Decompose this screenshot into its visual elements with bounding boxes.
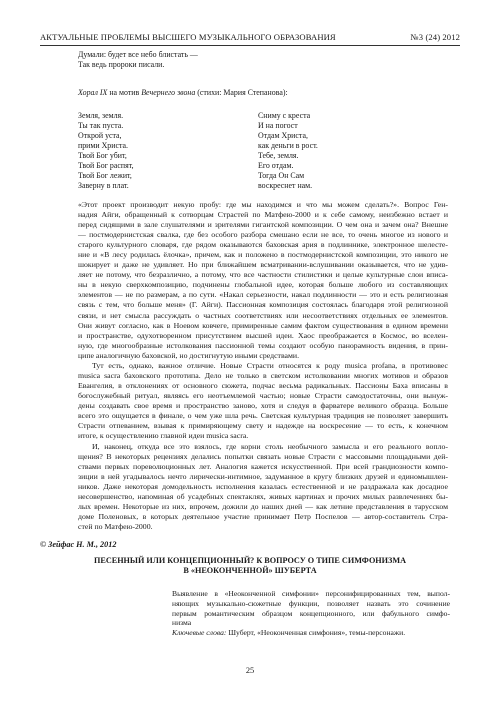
abstract-line: низма — [172, 618, 192, 628]
text-line: богослужебный ритуал, являясь его неотъемлемой частью; новые Страсти самодостаточны, они вынуж- — [78, 391, 448, 401]
text-line: ную, где многообразные истолкования пассионной темы создают особую панорамность видения, в прин- — [78, 340, 448, 350]
verse-line: Сниму с креста — [258, 111, 311, 120]
text-line: связи, и нет смысла рассуждать о частных соответствиях или несоответствиях отдельных ее элементов. — [78, 310, 448, 320]
verse-line: воскреснет нам. — [258, 181, 313, 190]
abstract-line: первым романтическим образцом концепционного, или фабульного симфо- — [172, 608, 450, 618]
verse-line: И на погост — [258, 121, 298, 130]
verse-line: Тебе, земля. — [258, 151, 299, 160]
title-line: В «НЕОКОНЧЕННОЙ» ШУБЕРТА — [183, 566, 317, 575]
text-line: ние и «В лесу родилась ёлочка», причем, как и положено в постмодернистской композиции, это никого не — [78, 250, 448, 260]
text-line: надия Айги, обращенный к сотворцам Страстей по Матфею-2000 и к себе самому, неизбежно встает и — [78, 210, 448, 220]
text-line: перед сидящими в зале слушателями и зрителями гигантской композиции. О чем она и зачем она? Внешне — [78, 220, 448, 230]
text-line: зиции в ней угадывалось нечто лирически-интимное, задуманное в кругу близких друзей и единомышлен- — [78, 472, 448, 482]
text-line: ствами первых пореволюционных лет. Аналогия кажется искусственной. При всей грандиозности компо- — [78, 462, 448, 472]
text-line: ляет не потому, что безразлично, а потому, что все частности стилистики и целые культурные слои вписа- — [78, 270, 448, 280]
text-line: шокирует и даже не удивляет. Но при ближайшем всматривании-вслушивании оказывается, что не удив- — [78, 260, 448, 270]
verse-line: Твой Бог лежит, — [78, 171, 132, 180]
text-line: итоге, к осуществлению главной идеи musica sacra. — [78, 431, 249, 441]
verse-line: Твой Бог распят, — [78, 161, 134, 170]
copyright-line: © Зейфас Н. М., 2012 — [40, 540, 117, 549]
keywords-label: Ключевые слова: — [172, 628, 227, 637]
keywords-text: Шуберт, «Неоконченная симфония», темы-персонажи. — [226, 628, 406, 637]
abstract — [172, 589, 450, 628]
verse-line: Так ведь пророки писали. — [78, 60, 165, 69]
text-line: всего это ощущается в финале, о чем уже шла речь. Светская культурная традиция не позволяет завершить — [78, 411, 448, 421]
article-title — [60, 556, 440, 576]
text-line: старого культурного словаря, где рядом оказываются баховская ария в подлиннике, электронное шелесте- — [78, 240, 448, 250]
text-line: несовершенство, напоминая об усадебных спектаклях, живых картинах и прочих милых развлечениях бы- — [78, 492, 448, 502]
choral-middle: на мотив — [107, 88, 142, 97]
verse-line: Земля, земля. — [78, 111, 124, 120]
choral-motif: Вечернего звона — [141, 88, 196, 97]
text-line: ны в некую сверхкомпозицию, подчинены глобальной идее, которая больше любого из составляющих — [78, 280, 448, 290]
text-line: Тут есть, однако, важное отличие. Новые Страсти относятся к роду musica profana, в противовес — [92, 361, 448, 370]
choral-caption — [78, 88, 288, 98]
text-line: Они живут согласно, как в Ноевом ковчеге, примиренные самим фактом существования в едином времени — [78, 320, 448, 330]
text-line: «Этот проект производит некую пробу: где мы находимся и что мы можем сделать?». Вопрос Ген- — [78, 200, 448, 209]
verse-line: Твой Бог убит, — [78, 151, 127, 160]
text-line: — постмодернистская свалка, где без особого разбора смешано если не все, то очень многое из нового и — [78, 230, 448, 240]
text-line: лых времен. Некоторые из них, впрочем, дожили до наших дней — как летние представления в тарусском — [78, 502, 448, 512]
paragraph-3 — [78, 442, 448, 532]
verse-line: Открой уста, — [78, 131, 122, 140]
title-line: ПЕСЕННЫЙ ИЛИ КОНЦЕПЦИОННЫЙ? К ВОПРОСУ О ТИПЕ СИМФОНИЗМА — [93, 556, 407, 565]
paragraph-1 — [78, 200, 448, 361]
verse-line: Ты так пуста. — [78, 121, 124, 130]
text-line: ципе аналогичную баховской, но достигнутую иными средствами. — [78, 350, 300, 360]
page-number: 25 — [245, 666, 255, 675]
text-line: musica sacra баховского прототипа. Дело не только в светском истолковании многих мотивов и образов — [78, 371, 448, 381]
issue-number: №3 (24) 2012 — [410, 32, 460, 42]
verse-right-column — [258, 111, 318, 191]
verse-line: как деньги в рост. — [258, 141, 318, 150]
text-line: доме Поленовых, в которых деятельное участие принимает Петр Поспелов — автор-составитель Стра- — [78, 512, 448, 522]
text-line: Страсти отпеванием, взывая к примиряющему свету и надежде на воскресение — то есть, к конечном — [78, 421, 448, 431]
text-line: И, наконец, откуда все это взялось, где корни столь необычного замысла и его реального вопло- — [92, 442, 448, 451]
verse-line: Тогда Он Сам — [258, 171, 305, 180]
running-header — [40, 32, 460, 44]
keywords — [172, 628, 450, 638]
verse-line: Его отдам. — [258, 161, 294, 170]
verse-line: Думали: будет все небо блистать — — [78, 50, 198, 59]
text-line: щения? В некоторых рецензиях делались попытки связать новые Страсти с массовыми площадными дей- — [78, 452, 448, 462]
abstract-line: няющих музыкально-сюжетные функции, позволяет назвать это сочинение — [172, 598, 450, 608]
abstract-line: Выявление в «Неоконченной симфонии» персонифицированных тем, выпол- — [172, 589, 450, 598]
intro-verse — [78, 50, 198, 70]
verse-left-column — [78, 111, 134, 191]
text-line: связь с тем, что больше меня» (Г. Айги). Пассионная композиция состоялась благодаря этой религиозной — [78, 300, 448, 310]
text-line: элементов — не по размерам, а по сути. «Накал серьезности, накал подлинности — это и есть религиозная — [78, 290, 448, 300]
paragraph-2 — [78, 361, 448, 441]
journal-title: АКТУАЛЬНЫЕ ПРОБЛЕМЫ ВЫСШЕГО МУЗЫКАЛЬНОГО ОБРАЗОВАНИЯ — [40, 32, 336, 42]
verse-line: Заверну в плат. — [78, 181, 129, 190]
verse-line: Отдам Христа, — [258, 131, 308, 140]
verse-line: прими Христа. — [78, 141, 128, 150]
text-line: стей по Матфею-2000. — [78, 522, 153, 532]
choral-name: Хорал IX — [78, 88, 108, 97]
header-divider — [40, 45, 460, 46]
text-line: дены создавать свое время и пространство заново, хотя и следуя в фарватере великого образца. Больше — [78, 401, 448, 411]
text-line: ников. Даже некоторая домодельность исполнения казалась естественной и не раздражала как досадное — [78, 482, 448, 492]
text-line: и пространстве, одухотворенном присутствием высшей идеи. Хаос преображается в Космос, во вселен- — [78, 330, 448, 340]
text-line: Евангелия, в отклонениях от основного сюжета, подчас весьма радикальных. Пассионы Баха вписаны в — [78, 381, 448, 391]
choral-suffix: (стихи: Мария Степанова): — [195, 88, 288, 97]
